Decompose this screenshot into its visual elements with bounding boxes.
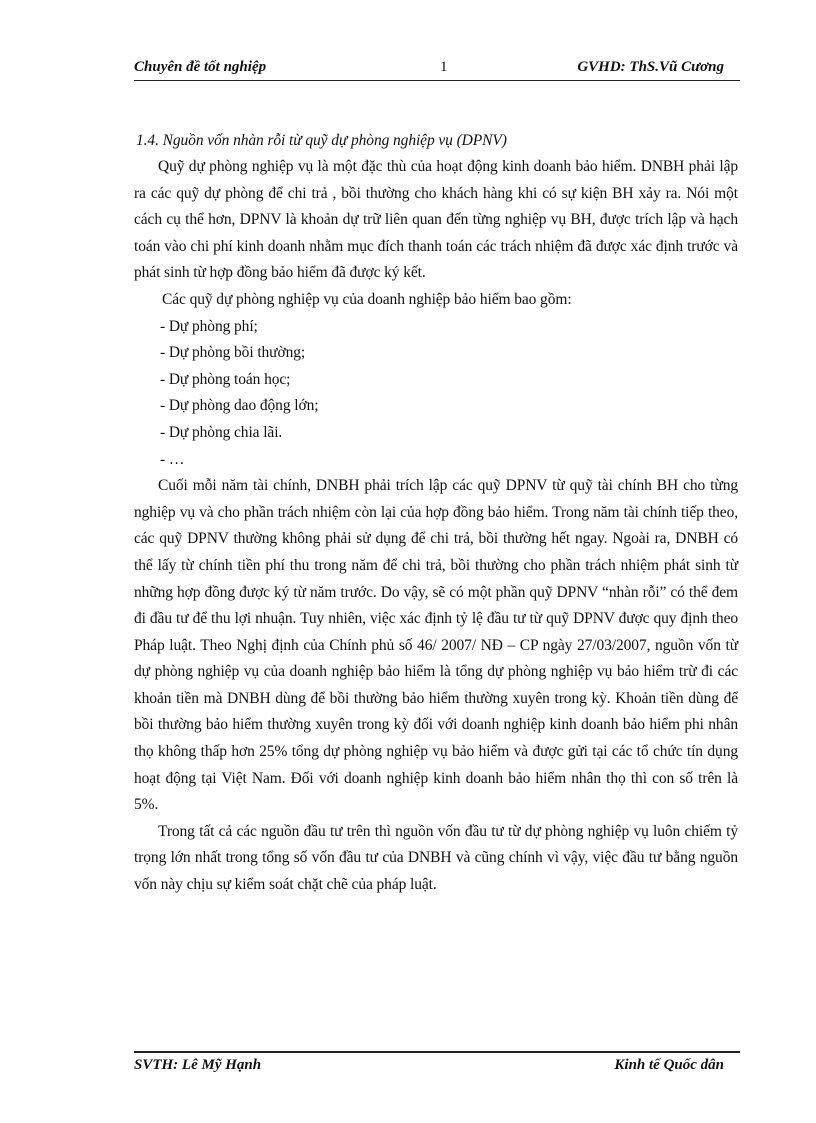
list-item: - Dự phòng phí; — [160, 317, 258, 335]
header-thesis-label: Chuyên đề tốt nghiệp — [134, 59, 267, 75]
list-item: - Dự phòng chia lãi. — [160, 423, 283, 441]
list-intro: Các quỹ dự phòng nghiệp vụ của doanh nghiệp bảo hiểm bao gồm: — [162, 290, 572, 308]
page-number: 1 — [440, 59, 448, 75]
footer-student: SVTH: Lê Mỹ Hạnh — [134, 1057, 262, 1073]
list-item: - Dự phòng dao động lớn; — [160, 397, 319, 415]
list-item: - Dự phòng bồi thường; — [160, 344, 306, 362]
header-advisor: GVHD: ThS.Vũ Cương — [577, 59, 724, 75]
page-body — [134, 128, 738, 899]
paragraph-1: Quỹ dự phòng nghiệp vụ là một đặc thù của hoạt động kinh doanh bảo hiểm. DNBH phải lập ra các quỹ dự phòng để chi trả , bồi thường cho khách hàng khi có sự kiện BH xảy ra. Nói một cách cụ thể hơn, DPNV là khoản dự trữ liên quan đến từng nghiệp vụ BH, được trích lập và hạch toán vào chi phí kinh doanh nhằm mục đích thanh toán các trách nhiệm đã được xác định trước và phát sinh từ hợp đồng bảo hiểm đã được ký kết. — [134, 158, 738, 282]
footer-university: Kinh tế Quốc dân — [614, 1057, 724, 1073]
paragraph-3: Trong tất cả các nguồn đầu tư trên thì nguồn vốn đầu tư từ dự phòng nghiệp vụ luôn chiếm tỷ trọng lớn nhất trong tổng số vốn đầu tư của DNBH và cũng chính vì vậy, việc đầu tư bằng nguồn vốn này chịu sự kiểm soát chặt chẽ của pháp luật. — [134, 822, 738, 894]
reserve-list — [134, 314, 738, 474]
page-footer — [134, 1051, 740, 1077]
list-item: - Dự phòng toán học; — [160, 370, 291, 388]
list-item: - … — [160, 450, 185, 468]
paragraph-2: Cuối mỗi năm tài chính, DNBH phải trích lập các quỹ DPNV từ quỹ tài chính BH cho từng nghiệp vụ và cho phần trách nhiệm còn lại của hợp đồng bảo hiểm. Trong năm tài chính tiếp theo, các quỹ DPNV thường không phải sử dụng để chi trả, bồi thường hết ngay. Ngoài ra, DNBH có thể lấy từ chính tiền phí thu trong năm để chi trả, bồi thường cho phần trách nhiệm phát sinh từ những hợp đồng được ký từ năm trước. Do vậy, sẽ có một phần quỹ DPNV “nhàn rỗi” có thể đem đi đầu tư để thu lợi nhuận. Tuy nhiên, việc xác định tỷ lệ đầu tư từ quỹ DPNV được quy định theo Pháp luật. Theo Nghị định của Chính phủ số 46/ 2007/ NĐ – CP ngày 27/03/2007, nguồn vốn từ dự phòng nghiệp vụ của doanh nghiệp bảo hiểm là tổng dự phòng nghiệp vụ bảo hiểm trừ đi các khoản tiền mà DNBH dùng để bồi thường bảo hiểm thường xuyên trong kỳ. Khoản tiền dùng để bồi thường bảo hiểm thường xuyên trong kỳ đối với doanh nghiệp kinh doanh bảo hiểm phi nhân thọ không thấp hơn 25% tổng dự phòng nghiệp vụ bảo hiểm và được gửi tại các tổ chức tín dụng hoạt động tại Việt Nam. Đối với doanh nghiệp kinh doanh bảo hiểm nhân thọ thì con số trên là 5%. — [134, 477, 738, 814]
section-title: 1.4. Nguồn vốn nhàn rỗi từ quỹ dự phòng nghiệp vụ (DPNV) — [136, 132, 507, 149]
page-header — [134, 58, 740, 81]
